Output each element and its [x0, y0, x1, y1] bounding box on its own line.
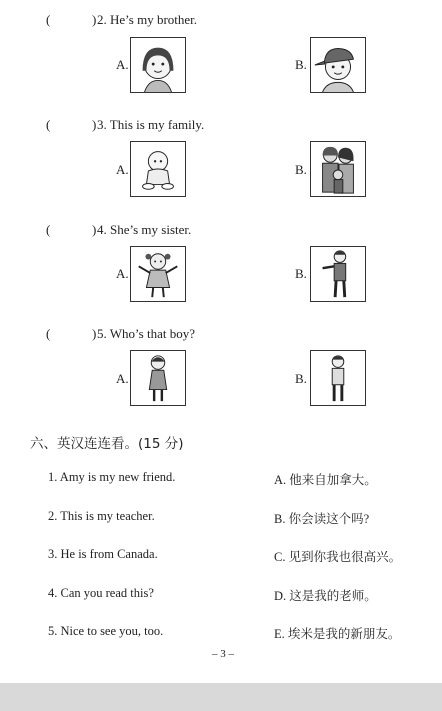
question-text: 3. This is my family. [97, 117, 205, 132]
page-number: – 3 – [212, 648, 234, 660]
chinese-sentence: C. 见到你我也很高兴。 [274, 550, 402, 564]
answer-paren-open: ( [46, 12, 51, 27]
answer-paren-close: ) [92, 326, 97, 341]
answer-paren-close: ) [92, 222, 97, 237]
option-a-label: A. [116, 162, 129, 177]
answer-paren-open: ( [46, 326, 51, 341]
baby-sitting-picture [130, 141, 186, 197]
chinese-sentence: E. 埃米是我的新朋友。 [274, 627, 401, 641]
answer-paren-close: ) [92, 117, 97, 132]
bottom-gray-bar [0, 683, 442, 711]
answer-paren-open: ( [46, 117, 51, 132]
boy-with-cap-picture [310, 37, 366, 93]
english-sentence: 4. Can you read this? [48, 586, 154, 600]
option-b-label: B. [295, 57, 307, 72]
option-b-label: B. [295, 162, 307, 177]
option-b-label: B. [295, 266, 307, 281]
answer-paren-close: ) [92, 12, 97, 27]
section-title: 六、英汉连连看。(15 分) [30, 436, 184, 452]
english-sentence: 1. Amy is my new friend. [48, 470, 176, 484]
girl-face-picture [130, 37, 186, 93]
english-sentence: 5. Nice to see you, too. [48, 624, 164, 638]
english-sentence: 2. This is my teacher. [48, 509, 155, 523]
chinese-sentence: B. 你会读这个吗? [274, 512, 370, 526]
option-b-label: B. [295, 371, 307, 386]
girl-standing-picture [130, 350, 186, 406]
option-a-label: A. [116, 57, 129, 72]
chinese-sentence: A. 他来自加拿大。 [274, 473, 377, 487]
boy-pointing-picture [310, 246, 366, 302]
boy-standing-picture [310, 350, 366, 406]
option-a-label: A. [116, 266, 129, 281]
english-sentence: 3. He is from Canada. [48, 547, 158, 561]
question-text: 2. He’s my brother. [97, 12, 198, 27]
question-text: 4. She’s my sister. [97, 222, 192, 237]
option-a-label: A. [116, 371, 129, 386]
girl-waving-picture [130, 246, 186, 302]
answer-paren-open: ( [46, 222, 51, 237]
family-group-picture [310, 141, 366, 197]
question-text: 5. Who’s that boy? [97, 326, 195, 341]
chinese-sentence: D. 这是我的老师。 [274, 589, 377, 603]
